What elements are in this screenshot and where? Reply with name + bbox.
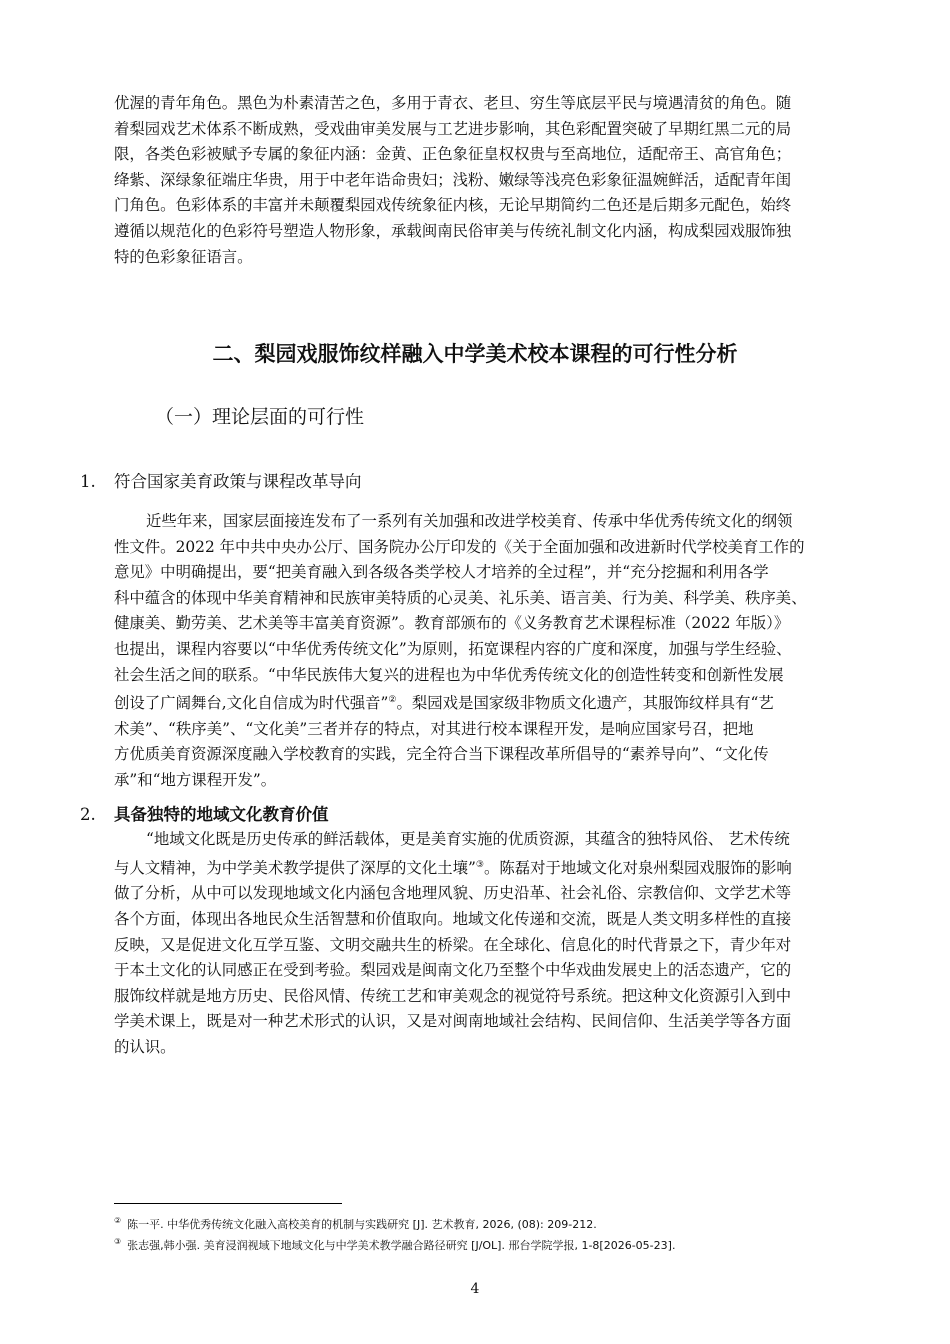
list-number: 1. xyxy=(80,472,96,491)
text-line: 方优质美育资源深度融入学校教育的实践，完全符合当下课程改革所倡导的“素养导向”、“文化传 xyxy=(114,745,769,764)
list-heading-1 xyxy=(80,468,362,492)
text-line: 遵循以规范化的色彩符号塑造人物形象，承载闽南民俗审美与传统礼制文化内涵，构成梨园戏服饰独 xyxy=(114,221,792,240)
paragraph-color-symbolism xyxy=(114,91,868,270)
subsection-heading: （一）理论层面的可行性 xyxy=(155,406,365,428)
text-line: 承”和“地方课程开发”。 xyxy=(114,771,277,790)
text-segment: 与人文精神，为中学美术教学提供了深厚的文化土壤” xyxy=(114,858,476,877)
paragraph-policy xyxy=(114,509,868,794)
text-line: 做了分析，从中可以发现地域文化内涵包含地理风貌、历史沿革、社会礼俗、宗教信仰、文学艺术等 xyxy=(114,884,792,903)
text-line: 术美”、“秩序美”、“文化美”三者并存的特点，对其进行校本课程开发，是响应国家号召，把地 xyxy=(114,719,754,738)
text-line: 科中蕴含的体现中华美育精神和民族审美特质的心灵美、礼乐美、语言美、行为美、科学美、秩序美、 xyxy=(114,588,807,607)
text-line: 近些年来，国家层面接连发布了一系列有关加强和改进学校美育、传承中华优秀传统文化的纲领 xyxy=(146,512,793,530)
paragraph-regional-culture xyxy=(114,827,868,1060)
text-line: 健康美、勤劳美、艺术美等丰富美育资源”。教育部颁布的《义务教育艺术课程标准（2022 年版）》 xyxy=(114,614,790,633)
text-line xyxy=(114,688,868,717)
footnote xyxy=(114,1237,675,1253)
footnote-text: 陈一平. 中华优秀传统文化融入高校美育的机制与实践研究 [J]. 艺术教育, 2026, (08): 209-212. xyxy=(127,1218,597,1231)
section-heading: 二、梨园戏服饰纹样融入中学美术校本课程的可行性分析 xyxy=(212,342,738,366)
text-line: 的认识。 xyxy=(114,1037,176,1056)
text-line: 门角色。色彩体系的丰富并未颠覆梨园戏传统象征内核，无论早期简约二色还是后期多元配色，始终 xyxy=(114,196,792,215)
text-line: 着梨园戏艺术体系不断成熟，受戏曲审美发展与工艺进步影响，其色彩配置突破了早期红黑二元的局 xyxy=(114,119,792,138)
text-line: 优渥的青年角色。黑色为朴素清苦之色，多用于青衣、老旦、穷生等底层平民与境遇清贫的角色。随 xyxy=(114,94,792,112)
footnote-mark: ② xyxy=(114,1216,122,1226)
text-line xyxy=(114,853,868,882)
text-line: 反映，又是促进文化互学互鉴、文明交融共生的桥梁。在全球化、信息化的时代背景之下，青少年对 xyxy=(114,935,792,954)
footnote-ref[interactable]: ② xyxy=(388,695,397,706)
text-line: 意见》中明确提出，要“把美育融入到各级各类学校人才培养的全过程”，并“充分挖掘和利用各学 xyxy=(114,563,769,582)
text-line: 社会生活之间的联系。“中华民族伟大复兴的进程也为中华优秀传统文化的创造性转变和创新性发展 xyxy=(114,665,784,684)
text-line: 绛紫、深绿象征端庄华贵，用于中老年诰命贵妇；浅粉、嫩绿等浅亮色彩象征温婉鲜活，适配青年闺 xyxy=(114,170,792,189)
text-segment: 创设了广阔舞台,文化自信成为时代强音” xyxy=(114,694,389,713)
text-line: 学美术课上，既是对一种艺术形式的认识，又是对闽南地域社会结构、民间信仰、生活美学等各方面 xyxy=(114,1012,792,1031)
text-segment: 。梨园戏是国家级非物质文化遗产，其服饰纹样具有“艺 xyxy=(396,694,774,713)
text-line: 特的色彩象征语言。 xyxy=(114,247,253,266)
footnote-ref[interactable]: ③ xyxy=(475,859,484,870)
footnote-text: 张志强,韩小强. 美育浸润视域下地域文化与中学美术教学融合路径研究 [J/OL]. 邢台学院学报, 1-8[2026-05-23]. xyxy=(127,1239,676,1252)
page-number: 4 xyxy=(470,1281,480,1297)
text-line: 限，各类色彩被赋予专属的象征内涵：金黄、正色象征皇权权贵与至高地位，适配帝王、高官角色； xyxy=(114,145,792,164)
footnote-mark: ③ xyxy=(114,1237,122,1247)
text-line: 服饰纹样就是地方历史、民俗风情、传统工艺和审美观念的视觉符号系统。把这种文化资源引入到中 xyxy=(114,986,792,1005)
list-heading-2 xyxy=(80,801,329,825)
text-line: 性文件。2022 年中共中央办公厅、国务院办公厅印发的《关于全面加强和改进新时代学校美育工作的 xyxy=(114,537,805,556)
list-heading-text: 符合国家美育政策与课程改革导向 xyxy=(114,472,362,491)
text-line: 于本土文化的认同感正在受到考验。梨园戏是闽南文化乃至整个中华戏曲发展史上的活态遗产，它的 xyxy=(114,961,792,980)
text-line: “地域文化既是历史传承的鲜活载体，更是美育实施的优质资源，其蕴含的独特风俗、 艺术传统 xyxy=(146,830,790,848)
text-line: 也提出，课程内容要以“中华优秀传统文化”为原则，拓宽课程内容的广度和深度，加强与学生经验、 xyxy=(114,639,792,658)
list-number: 2. xyxy=(80,805,96,824)
text-line: 各个方面，体现出各地民众生活智慧和价值取向。地域文化传递和交流，既是人类文明多样性的直接 xyxy=(114,909,792,928)
list-heading-text: 具备独特的地域文化教育价值 xyxy=(114,805,329,824)
footnote-divider xyxy=(114,1203,342,1204)
text-segment: 。陈磊对于地域文化对泉州梨园戏服饰的影响 xyxy=(483,858,792,877)
footnote xyxy=(114,1216,597,1232)
